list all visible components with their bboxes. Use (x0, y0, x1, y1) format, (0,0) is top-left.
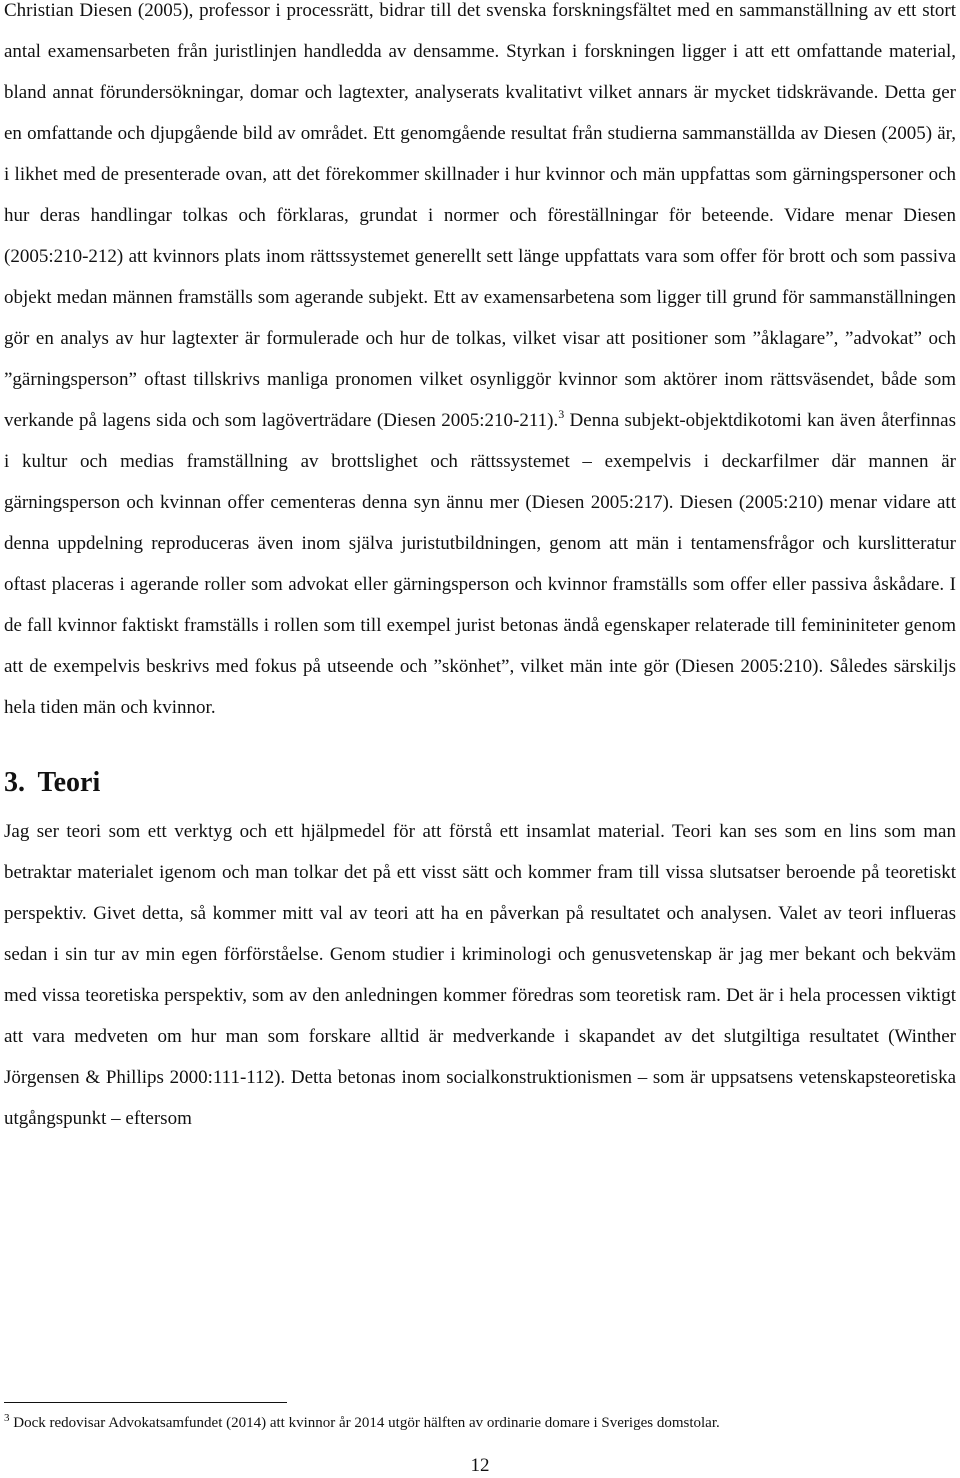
section-number: 3. (4, 767, 25, 798)
paragraph-1-text-b: Denna subjekt-objektdikotomi kan även återfinnas i kultur och medias framställning av brottslighet och rättssystemet – exempelvis i deckarfilmer där mannen är gärningsperson och kvinnan offer cementeras denna syn ännu mer (Diesen 2005:217). Diesen (2005:210) menar vidare att denna uppdelning reproduceras även inom själva juristutbildningen, genom att män i tentamensfrågor och kurslitteratur oftast placeras i agerande roller som advokat eller gärningsperson och kvinnor framställs som offer eller passiva åskådare. I de fall kvinnor faktiskt framställs i rollen som till exempel jurist betonas ändå egenskaper relaterade till femininiteter genom att de exempelvis beskrivs med fokus på utseende och ”skönhet”, vilket män inte gör (Diesen 2005:210). Således särskiljs hela tiden män och kvinnor. (4, 410, 956, 718)
footnote-marker: 3 (4, 1412, 10, 1424)
body-paragraph-2 (4, 811, 956, 1139)
paragraph-1-text-a: Christian Diesen (2005), professor i processrätt, bidrar till det svenska forskningsfältet med en sammanställning av ett stort antal examensarbeten från juristlinjen handledda av densamme. Styrkan i forskningen ligger i att ett omfattande material, bland annat förundersökningar, domar och lagtexter, analyserats kvalitativt vilket annars är mycket tidskrävande. Detta ger en omfattande och djupgående bild av området. Ett genomgående resultat från studierna sammanställda av Diesen (2005) är, i likhet med de presenterade ovan, att det förekommer skillnader i hur kvinnor och män uppfattas som gärningspersoner och hur deras handlingar tolkas och förklaras, grundat i normer och föreställningar för beteende. Vidare menar Diesen (2005:210-212) att kvinnors plats inom rättssystemet generellt sett länge uppfattats vara som offer för brott och som passiva objekt medan männen framställs som agerande subjekt. Ett av examensarbetena som ligger till grund för sammanställningen gör en analys av hur lagtexter är formulerade och hur de tolkas, vilket visar att positioner som ”åklagare”, ”advokat” och ”gärningsperson” oftast tillskrivs manliga pronomen vilket osynliggör kvinnor som aktörer inom rättsväsendet, både som verkande på lagens sida och som lagöverträdare (Diesen 2005:210-211). (4, 0, 956, 431)
document-page (4, 0, 956, 1139)
section-title: Teori (37, 767, 101, 798)
section-heading-teori (4, 763, 956, 803)
footnote-3 (4, 1413, 956, 1433)
footnote-separator (4, 1402, 287, 1403)
footnote-reference-3[interactable]: 3 (558, 407, 565, 421)
footnote-text: Dock redovisar Advokatsamfundet (2014) att kvinnor år 2014 utgör hälften av ordinarie domare i Sveriges domstolar. (9, 1415, 720, 1431)
body-paragraph-1 (4, 0, 956, 728)
paragraph-2-text: Jag ser teori som ett verktyg och ett hjälpmedel för att förstå ett insamlat material. Teori kan ses som en lins som man betraktar materialet igenom och man tolkar det på ett visst sätt och kommer fram till vissa slutsatser beroende på teoretiskt perspektiv. Givet detta, så kommer mitt val av teori att ha en påverkan på resultatet och analysen. Valet av teori influeras sedan i sin tur av min egen förförståelse. Genom studier i kriminologi och genusvetenskap är jag mer bekant och bekväm med vissa teoretiska perspektiv, som av den anledningen kommer föredras som teoretisk ram. Det är i hela processen viktigt att vara medveten om hur man som forskare alltid är medverkande i skapandet av det slutgiltiga resultatet (Winther Jörgensen & Phillips 2000:111-112). Detta betonas inom socialkonstruktionismen – som är uppsatsens vetenskapsteoretiska utgångspunkt – eftersom (4, 821, 956, 1129)
page-number: 12 (470, 1455, 490, 1476)
